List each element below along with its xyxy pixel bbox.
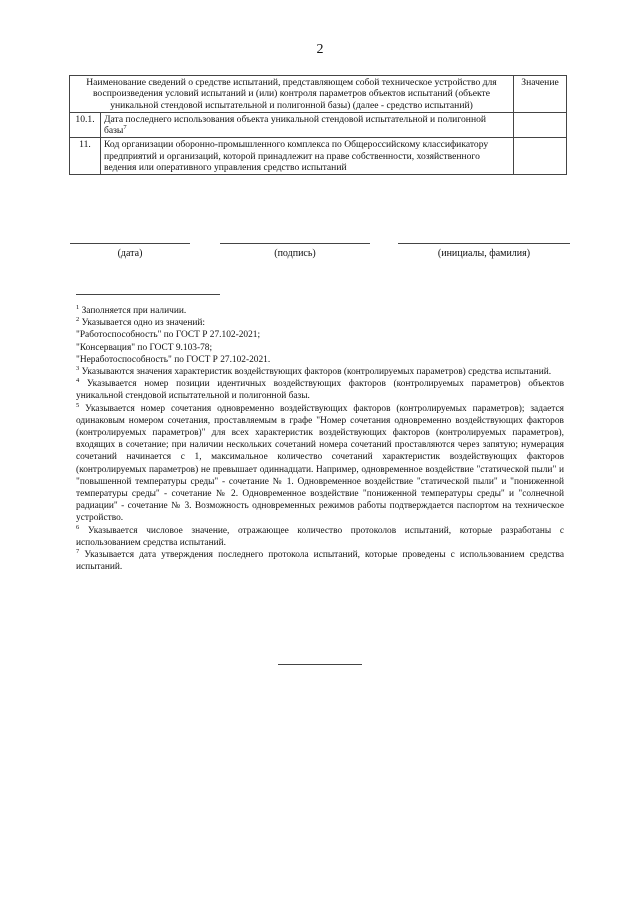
date-line xyxy=(70,243,190,244)
end-line xyxy=(278,664,362,665)
header-name-cell: Наименование сведений о средстве испытаний, представляющем собой техническое устройство для воспроизведения условий испытаний и (или) контроля параметров объектов испытаний (объекте уникальной стендовой испытательной и полигонной базы) (далее - средство испытаний) xyxy=(70,76,514,113)
footnote-text: Указывается одно из значений: xyxy=(81,318,205,329)
footnote xyxy=(76,378,564,402)
footnote xyxy=(76,317,564,329)
row-text-cell xyxy=(101,112,514,138)
footnote-continuation xyxy=(76,329,564,341)
footnote-text: Указывается номер сочетания одновременно воздействующих факторов (контролируемых параметров); задается одинаковым номером сочетания, проставляемым в графе "Номер сочетания одновременно воздействующих факторов (контролируемых параметров)" для всех характеристик воздействующих факторов (контролируемых параметров), входящих в сочетание; при наличии нескольких сочетаний номера сочетаний проставляются через запятую; нумерация сочетаний начинается с 1, максимальное количество сочетаний характеристик воздействующих факторов (контролируемых параметров) не превышает одиннадцати. Например, одновременное воздействие "статической пыли" и "повышенной температуры среды" - сочетание № 1. Одновременное воздействие "статической пыли" и "пониженной температуры среды" - сочетание № 2. Одновременное воздействие "пониженной температуры среды" и "солнечной радиации" - сочетание № 3. Возможность одновременных режимов работы подтверждается паспортом на техническое устройство. xyxy=(76,403,564,524)
footnote-text: Указываются значения характеристик воздействующих факторов (контролируемых параметров) средства испытаний. xyxy=(81,367,552,378)
table-header-row xyxy=(70,76,567,113)
footnote xyxy=(76,366,564,378)
row-text-cell xyxy=(101,138,514,175)
header-value-cell: Значение xyxy=(514,76,567,113)
footnote-separator xyxy=(76,294,220,295)
row-value xyxy=(514,138,567,175)
date-label: (дата) xyxy=(117,248,143,259)
footnote xyxy=(76,403,564,525)
table-row xyxy=(70,138,567,175)
info-table xyxy=(69,75,567,175)
name-line xyxy=(398,243,570,244)
footnote-text: "Неработоспособность" по ГОСТ Р 27.102-2021. xyxy=(76,354,271,365)
footnote-mark: 7 xyxy=(76,547,80,555)
footnote-text: "Консервация" по ГОСТ 9.103-78; xyxy=(76,342,213,353)
footnote-text: "Работоспособность" по ГОСТ Р 27.102-2021; xyxy=(76,330,261,341)
footnote-text: Указывается дата утверждения последнего протокола испытаний, которые проведены с использованием средства испытаний. xyxy=(76,550,564,573)
footnote-mark: 2 xyxy=(76,316,80,324)
signature-line xyxy=(220,243,370,244)
footnote-text: Указывается номер позиции идентичных воздействующих факторов (контролируемых параметров) объектов уникальной стендовой испытательной и полигонной базы. xyxy=(76,379,564,402)
footnote-mark: 6 xyxy=(76,523,80,531)
row-number: 11. xyxy=(70,138,101,175)
row-value xyxy=(514,112,567,138)
table-row xyxy=(70,112,567,138)
footnote xyxy=(76,305,564,317)
footnote-text: Заполняется при наличии. xyxy=(81,306,187,316)
row-text: Код организации оборонно-промышленного комплекса по Общероссийскому классификатору предприятий и организаций, которой принадлежит на праве собственности, хозяйственного ведения или оперативного управления средство испытаний xyxy=(104,139,489,174)
signature-label: (подпись) xyxy=(274,248,316,259)
page-number: 2 xyxy=(316,42,324,57)
footnote-text: Указывается числовое значение, отражающее количество протоколов испытаний, которые разработаны с использованием средства испытаний. xyxy=(76,525,564,548)
footnote-mark: 1 xyxy=(76,303,80,311)
footnote xyxy=(76,549,564,573)
name-label: (инициалы, фамилия) xyxy=(437,248,531,259)
footnote-mark: 3 xyxy=(76,364,80,372)
footnote-mark: 4 xyxy=(76,377,80,385)
row-number: 10.1. xyxy=(70,112,101,138)
footnote xyxy=(76,525,564,549)
row-text: Дата последнего использования объекта уникальной стендовой испытательной и полигонной базы xyxy=(104,113,487,137)
footnotes xyxy=(76,305,564,573)
footnote-mark: 5 xyxy=(76,401,80,409)
footnote-ref: 7 xyxy=(123,124,127,131)
footnote-continuation xyxy=(76,342,564,354)
footnote-continuation xyxy=(76,354,564,366)
